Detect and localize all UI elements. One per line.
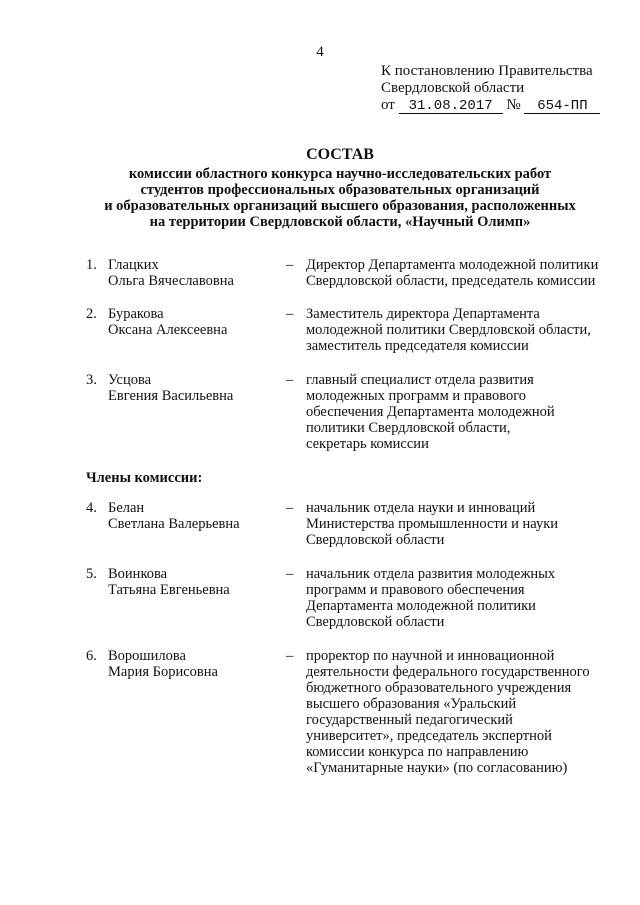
member-surname: Ворошилова xyxy=(108,648,186,664)
dash-separator: – xyxy=(286,648,294,664)
resolution-header xyxy=(381,63,600,114)
member-number: 1. xyxy=(86,257,97,273)
title-line: на территории Свердловской области, «Научный Олимп» xyxy=(149,214,531,230)
header-date-line xyxy=(381,97,600,114)
member-position xyxy=(306,566,606,630)
resolution-date: 31.08.2017 xyxy=(399,99,503,114)
dash-separator: – xyxy=(286,257,294,273)
title-line: студентов профессиональных образовательных организаций xyxy=(140,182,540,198)
position-line: комиссии конкурса по направлению xyxy=(306,744,529,760)
dash-separator: – xyxy=(286,372,294,388)
position-line: Свердловской области, председатель комиссии xyxy=(306,273,596,289)
dash-separator: – xyxy=(286,306,294,322)
position-line: Министерства промышленности и науки xyxy=(306,516,559,532)
member-position xyxy=(306,306,606,354)
position-line: политики Свердловской области, xyxy=(306,420,511,436)
resolution-number: 654-ПП xyxy=(524,99,600,114)
header-line-2: Свердловской области xyxy=(381,80,525,96)
dash-separator: – xyxy=(286,500,294,516)
members-section-label: Члены комиссии: xyxy=(86,470,203,486)
position-line: Заместитель директора Департамента xyxy=(306,306,540,322)
position-line: Свердловской области xyxy=(306,614,445,630)
member-surname: Усцова xyxy=(108,372,152,388)
position-line: деятельности федерального государственного xyxy=(306,664,590,680)
member-number: 6. xyxy=(86,648,97,664)
position-line: Департамента молодежной политики xyxy=(306,598,536,614)
member-given-names: Светлана Валерьевна xyxy=(108,516,240,532)
position-line: высшего образования «Уральский xyxy=(306,696,517,712)
member-given-names: Мария Борисовна xyxy=(108,664,218,680)
member-name xyxy=(108,566,278,598)
position-line: Директор Департамента молодежной политики xyxy=(306,257,599,273)
member-number: 2. xyxy=(86,306,97,322)
position-line: государственный педагогический xyxy=(306,712,513,728)
member-name xyxy=(108,372,278,404)
position-line: университет», председатель экспертной xyxy=(306,728,552,744)
member-surname: Воинкова xyxy=(108,566,168,582)
title-line: комиссии областного конкурса научно-исследовательских работ xyxy=(128,166,552,182)
position-line: молодежных программ и правового xyxy=(306,388,527,404)
title-main: СОСТАВ xyxy=(306,146,374,163)
position-line: программ и правового обеспечения xyxy=(306,582,525,598)
member-name xyxy=(108,500,278,532)
member-number: 5. xyxy=(86,566,97,582)
position-line: проректор по научной и инновационной xyxy=(306,648,555,664)
member-position xyxy=(306,648,606,776)
position-line: начальник отдела развития молодежных xyxy=(306,566,556,582)
position-line: главный специалист отдела развития xyxy=(306,372,534,388)
position-line: начальник отдела науки и инноваций xyxy=(306,500,536,516)
position-line: Свердловской области xyxy=(306,532,445,548)
member-name xyxy=(108,648,278,680)
member-position xyxy=(306,500,606,548)
document-title xyxy=(60,147,620,230)
member-name xyxy=(108,257,278,289)
position-line: обеспечения Департамента молодежной xyxy=(306,404,555,420)
member-given-names: Оксана Алексеевна xyxy=(108,322,228,338)
member-given-names: Ольга Вячеславовна xyxy=(108,273,234,289)
position-line: секретарь комиссии xyxy=(306,436,429,452)
position-line: бюджетного образовательного учреждения xyxy=(306,680,572,696)
number-label: № xyxy=(506,97,521,113)
header-line-1: К постановлению Правительства xyxy=(381,63,593,79)
member-position xyxy=(306,372,606,452)
member-surname: Буракова xyxy=(108,306,164,322)
member-surname: Глацких xyxy=(108,257,159,273)
from-label: от xyxy=(381,97,395,113)
member-position xyxy=(306,257,606,289)
member-number: 4. xyxy=(86,500,97,516)
member-number: 3. xyxy=(86,372,97,388)
position-line: «Гуманитарные науки» (по согласованию) xyxy=(306,760,568,776)
member-name xyxy=(108,306,278,338)
position-line: молодежной политики Свердловской области, xyxy=(306,322,591,338)
position-line: заместитель председателя комиссии xyxy=(306,338,529,354)
dash-separator: – xyxy=(286,566,294,582)
member-given-names: Евгения Васильевна xyxy=(108,388,234,404)
member-surname: Белан xyxy=(108,500,145,516)
title-line: и образовательных организаций высшего образования, расположенных xyxy=(104,198,576,214)
page-number: 4 xyxy=(316,44,324,60)
member-given-names: Татьяна Евгеньевна xyxy=(108,582,230,598)
